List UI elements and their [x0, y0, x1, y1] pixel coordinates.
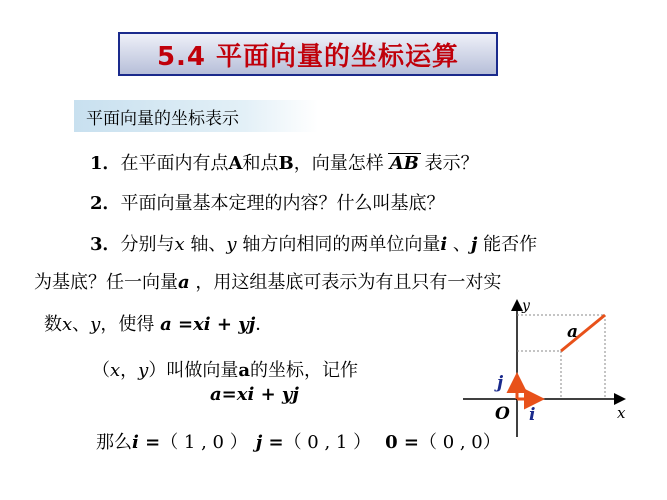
zero-equals: 0 = [385, 432, 419, 453]
q3-line2-text-1: 为基底？任一向量 [34, 272, 178, 293]
coordinate-diagram [455, 292, 645, 452]
j-value: （ 0 , 1 ） [283, 432, 372, 453]
unit-vectors-line [96, 428, 501, 454]
section-heading-box [74, 100, 318, 132]
q3-line3-text-2: ，使得 [100, 314, 161, 335]
q3-equation: a =xi + yj [160, 314, 256, 335]
j-label: j [497, 373, 504, 393]
j-equals: j = [255, 432, 284, 453]
coord-x: x [110, 360, 121, 381]
page-title: 5.4 平面向量的坐标运算 [156, 41, 460, 72]
question-3-line-2 [34, 268, 501, 294]
q3-j: j [470, 234, 478, 255]
coord-text: ）叫做向量 [148, 360, 239, 381]
i-value: （ 1 , 0 ） [160, 432, 248, 453]
question-1 [90, 149, 479, 175]
q3-x: x [174, 234, 185, 255]
bottom-prefix: 那么 [96, 432, 132, 453]
question-2 [90, 189, 445, 215]
x-axis-label: x [617, 404, 626, 422]
q3-text-4: 能否作 [477, 234, 538, 255]
q3-i: i [440, 234, 448, 255]
q1-text-3: 表示？ [418, 153, 479, 174]
q3-y: y [226, 234, 237, 255]
vector-ab: AB [389, 153, 419, 174]
q1-number: 1． [90, 153, 121, 174]
point-a: A [228, 153, 243, 174]
coordinate-definition [92, 356, 358, 382]
q3-vector-a: a [178, 272, 190, 293]
q3-sep: 、 [447, 234, 471, 255]
q3-line3-x: x [62, 314, 73, 335]
q1-text: 在平面内有点 [120, 153, 229, 174]
q3-text-2: 轴、 [184, 234, 227, 255]
origin-label: O [495, 404, 510, 424]
q3-line2-text-2: ，用这组基底可表示为有且只有一对实 [189, 272, 502, 293]
q1-and: 和点 [242, 153, 279, 174]
q3-line3-sep: 、 [72, 314, 91, 335]
q3-text-1: 分别与 [120, 234, 175, 255]
i-label: i [529, 405, 536, 425]
zero-value: （ 0 , 0） [418, 432, 501, 453]
title-box [118, 32, 498, 76]
y-axis-label: y [522, 298, 530, 314]
i-equals: i = [132, 432, 161, 453]
q3-line3-y: y [90, 314, 101, 335]
question-3-line-3 [44, 310, 273, 336]
point-b: B [278, 153, 294, 174]
q3-line3-text: 数 [44, 314, 62, 335]
q2-number: 2． [90, 193, 121, 214]
coord-sep: ， [120, 360, 139, 381]
section-heading: 平面向量的坐标表示 [86, 108, 239, 129]
coordinate-equation: a=xi + yj [210, 384, 299, 405]
coord-open: （ [92, 360, 110, 381]
q2-text: 平面向量基本定理的内容？什么叫基底？ [120, 193, 445, 214]
q3-dot: ． [255, 314, 274, 335]
coord-text-2: 的坐标，记作 [250, 360, 358, 381]
question-3-line-1 [90, 230, 537, 256]
coord-a: a [238, 360, 250, 381]
coord-y: y [138, 360, 149, 381]
vector-a-label: a [567, 322, 579, 342]
q1-text-2: ，向量怎样 [293, 153, 384, 174]
q3-text-3: 轴方向相同的两单位向量 [236, 234, 441, 255]
q3-number: 3． [90, 234, 121, 255]
